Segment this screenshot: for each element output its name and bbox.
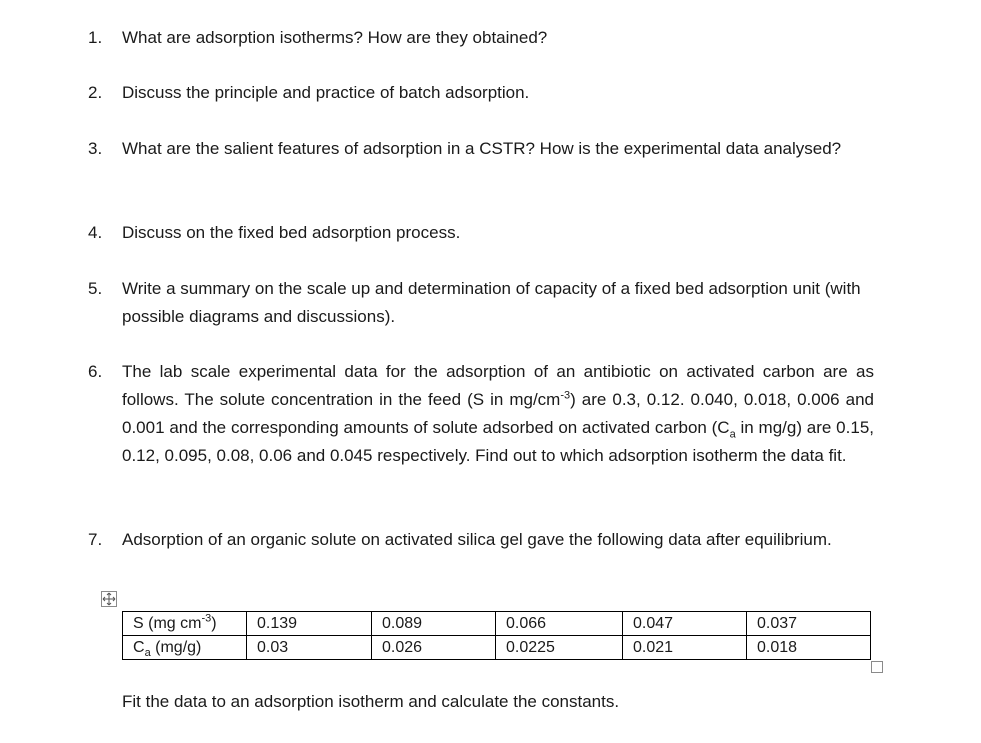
- question-text: Adsorption of an organic solute on activated silica gel gave the following data after equilibrium.: [122, 530, 832, 549]
- question-6: [88, 358, 874, 470]
- table-resize-handle-icon[interactable]: [871, 661, 883, 673]
- question-3: [88, 135, 874, 163]
- subscript: a: [729, 428, 736, 441]
- table-cell: 0.018: [747, 636, 871, 660]
- question-number: 7.: [88, 530, 103, 549]
- question-number: 4.: [88, 223, 103, 242]
- table-cell: 0.0225: [496, 636, 623, 660]
- table-cell: 0.089: [372, 612, 496, 636]
- closing-instruction: Fit the data to an adsorption isotherm and calculate the constants.: [122, 692, 620, 711]
- question-text: Discuss on the fixed bed adsorption process.: [122, 223, 461, 242]
- row-label-s: S (mg $cm^{-3}$): [123, 612, 247, 636]
- table-cell: 0.021: [623, 636, 747, 660]
- row-label-ca: $C_a$ (mg/g): [123, 636, 247, 660]
- table-cell: 0.03: [247, 636, 372, 660]
- question-text: Write a summary on the scale up and determination of capacity of a fixed bed adsorption unit (with possible diagrams and discussions).: [122, 279, 861, 326]
- table-cell: 0.047: [623, 612, 747, 636]
- question-4: [88, 219, 874, 247]
- question-5: [88, 275, 874, 331]
- question-text-part: ) are 0.3, 0.12. 0.040, 0.018, 0.006 and 0.001 and the corresponding amounts of solute adsorbed on activated carbon (C: [122, 390, 874, 437]
- data-table: [122, 611, 871, 660]
- question-text: What are the salient features of adsorption in a CSTR? How is the experimental data analysed?: [122, 139, 842, 158]
- superscript: -3: [201, 612, 212, 625]
- question-7: [88, 526, 874, 554]
- table-row: [123, 636, 871, 660]
- question-1: [88, 24, 874, 52]
- superscript: -3: [560, 389, 571, 402]
- table-cell: 0.026: [372, 636, 496, 660]
- table-cell: 0.037: [747, 612, 871, 636]
- table-cell: 0.066: [496, 612, 623, 636]
- question-text: Discuss the principle and practice of batch adsorption.: [122, 83, 530, 102]
- question-number: 3.: [88, 139, 103, 158]
- table-row: [123, 612, 871, 636]
- subscript: a: [144, 646, 151, 659]
- question-number: 6.: [88, 362, 103, 381]
- question-2: [88, 79, 874, 107]
- question-text: What are adsorption isotherms? How are they obtained?: [122, 28, 548, 47]
- question-number: 1.: [88, 28, 103, 47]
- question-text-part: in mg/g) are 0.15, 0.12, 0.095, 0.08, 0.06 and 0.045 respectively. Find out to which adsorption isotherm the data fit.: [122, 418, 874, 465]
- question-number: 5.: [88, 279, 103, 298]
- question-text-part: The lab scale experimental data for the adsorption of an antibiotic on activated carbon are as follows. The solute concentration in the feed (S in mg/cm: [122, 362, 874, 409]
- table-move-handle-icon[interactable]: [101, 591, 117, 607]
- table-cell: 0.139: [247, 612, 372, 636]
- question-number: 2.: [88, 83, 103, 102]
- question-text: [122, 358, 874, 470]
